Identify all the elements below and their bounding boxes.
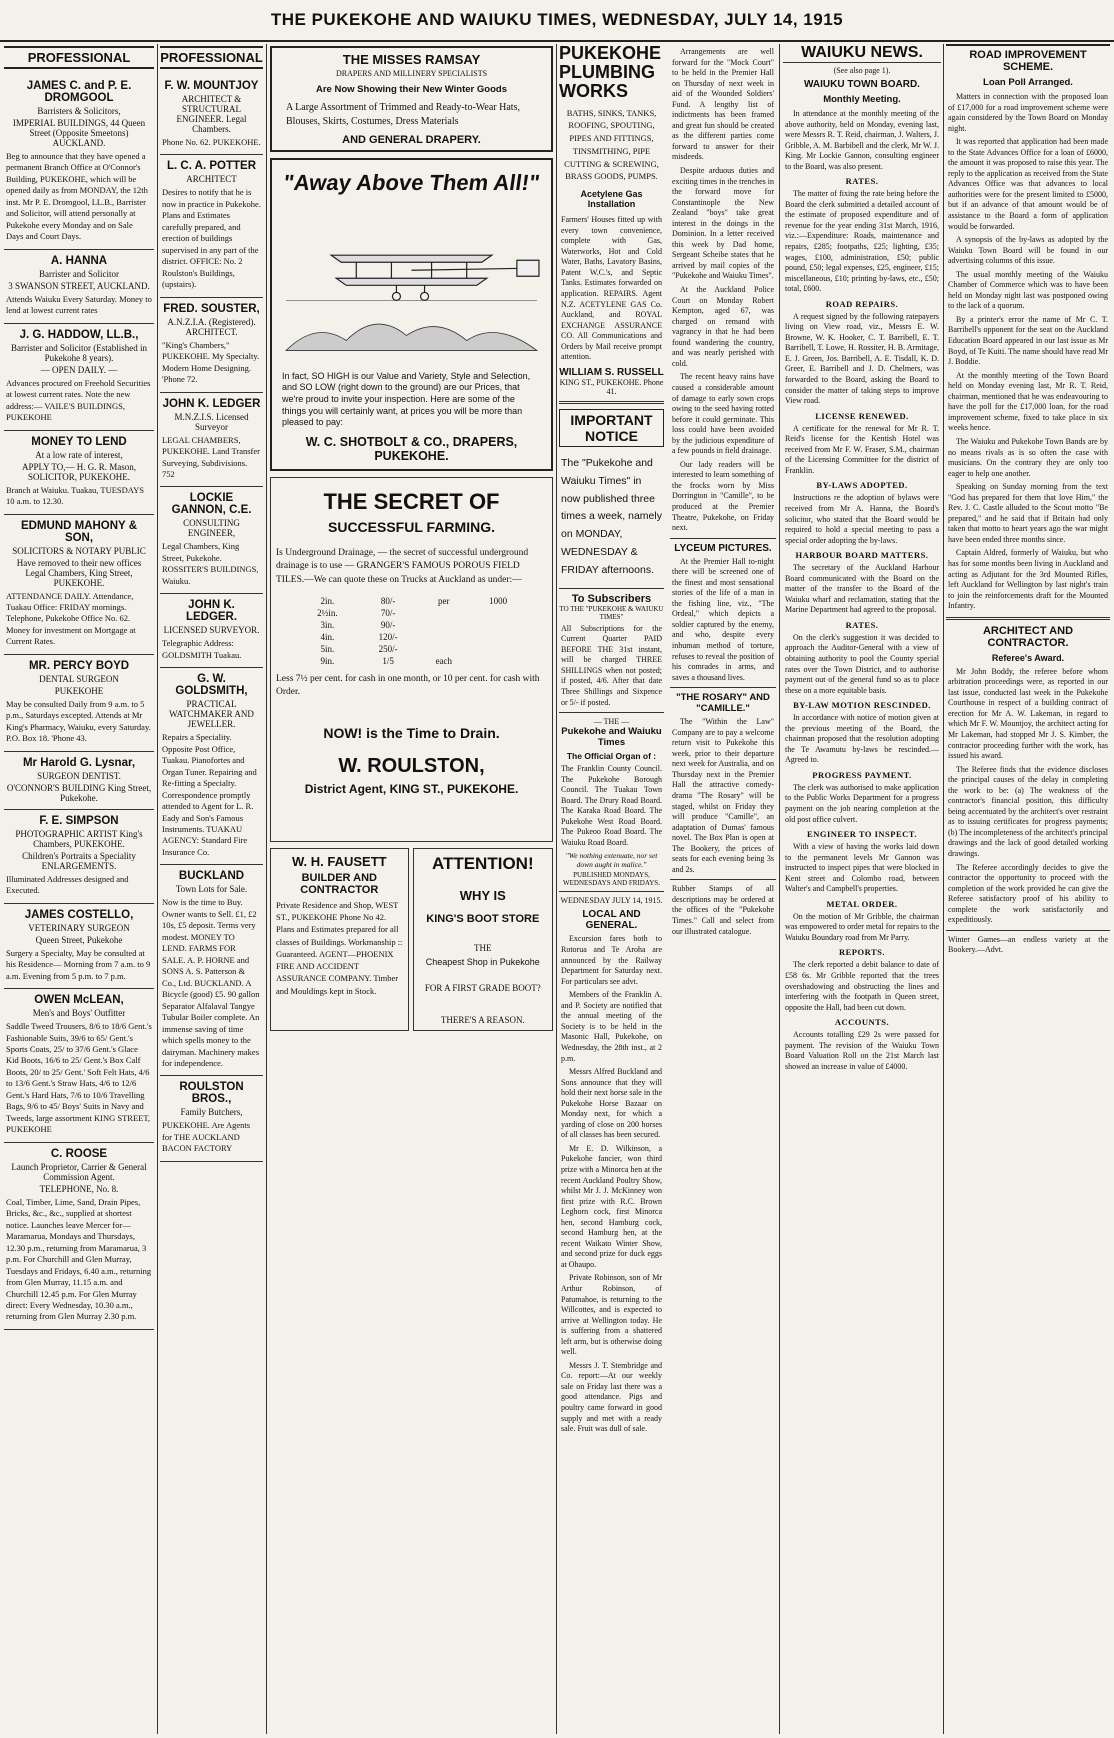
fausett-name: W. H. FAUSETT: [291, 853, 387, 869]
arch-title: ARCHITECT AND CONTRACTOR.: [982, 624, 1074, 649]
card-title: CONSULTING ENGINEER,: [183, 518, 240, 539]
winter-games-note: Winter Games—an endless variety at the Bookery.—Advt.: [948, 934, 1108, 955]
tile-price-cell: 3in.: [320, 619, 335, 630]
kings-boot-store-ad: [413, 848, 553, 1031]
section-header: PROFESSIONAL: [4, 46, 154, 69]
professional-card: [160, 75, 263, 155]
rosary-header: "THE ROSARY" AND "CAMILLE.": [676, 692, 770, 715]
card-address: Have removed to their new offices Legal Chambers, King Street, PUKEKOHE.: [16, 557, 142, 588]
card-title: SOLICITORS & NOTARY PUBLIC: [12, 545, 146, 556]
card-body: Saddle Tweed Trousers, 8/6 to 18/6 Gent.'s Fashionable Suits, 39/6 to 65/ Gent.'s Sports Coats, 25/ to 37/6 Gent.'s Glace Kid Boots, 16/6 to 25/ Gent.'s Box Calf Boots, 20/ to 25/ Gent.' Soft Felt Hats, 4/6 to 13/6 Gent.'s Straw Hats, 4/6 to 12/6 Gent.'s Hard Hats, 7/6 to 10/6 Travelling Bags, 9/6 to 45/ Boys' Suits in Navy and Tweeds, large assortment KING STREET, PUKEKOHE: [6, 1021, 152, 1135]
lyceum-body: At the Premier Hall to-night there will be screened one of the finest and most sensational stories of the life of a man in the fishing line, viz., "The Ordeal," which depicts a soldier captured by the enemy, and who, despite every inhuman method of torture, refuses to reveal the position of his comrades in arms, and saves a thousand lives.: [672, 556, 774, 682]
professional-card: [160, 393, 263, 488]
local-item: Messrs Alfred Buckland and Sons announce that they will hold their next horse sale in the Pukekohe Horse Bazaar on Monday next, for which a yarding of close on 200 horses of all classes has been secured.: [561, 1067, 662, 1140]
card-title: Launch Proprietor, Carrier & General Commission Agent.: [11, 1161, 147, 1182]
column-plumbing-and-local: [559, 44, 776, 1734]
plumbing-owner: WILLIAM S. RUSSELL: [559, 366, 664, 378]
card-title: A.N.Z.I.A. (Registered). ARCHITECT.: [167, 316, 256, 337]
waiuku-section-header: RATES.: [845, 619, 879, 630]
card-name: C. ROOSE: [50, 1147, 108, 1160]
news-item: The recent heavy rains have caused a considerable amount of damage to early sown crops owing to the seed having rotted before it could germinate. This loss could have been avoided by the judicious expenditure of a few pounds in field drainage.: [672, 372, 774, 456]
card-name: F. W. MOUNTJOY: [164, 80, 259, 92]
card-address: APPLY TO,— H. G. R. Mason, SOLICITOR, PUKEKOHE.: [22, 461, 136, 482]
card-title: ARCHITECT & STRUCTURAL ENGINEER. Legal Chambers.: [176, 94, 247, 134]
column-waiuku-news: [783, 44, 941, 1734]
plumbing-acetylene: Acetylene Gas Installation: [580, 189, 643, 210]
organ-official: The Official Organ of :: [566, 751, 657, 762]
shotbolt-body: In fact, SO HIGH is our Value and Variety, Style and Selection, and SO LOW (right down to the ground) are our Prices, that we're proud to invite your inspection. Here are some of the things you will certainly want, at prices you will be more than pleased to pay:: [282, 370, 531, 428]
divider: [670, 687, 776, 688]
card-body: Phone No. 62. PUKEKOHE.: [162, 137, 261, 147]
road-paragraph: Matters in connection with the proposed loan of £17,000 for a road improvement scheme were again considered by the Town Board on Monday night.: [948, 92, 1108, 133]
professional-card: [160, 865, 263, 1076]
local-general-items: [559, 934, 664, 1434]
column-rule: [266, 44, 267, 1734]
waiuku-section-header: ACCOUNTS.: [834, 1017, 890, 1028]
waiuku-section-text: Accounts totalling £29 2s were passed for payment. The revision of the Waiuku Town Board Valuation Roll on the 21st March last showed an increase in value of £4000.: [785, 1030, 939, 1071]
organ-list: The Franklin County Council. The Pukekohe Borough Council. The Tuakau Town Board. The Drury Road Board. The Karaka Road Board. The Pukekohe West Road Board. The Pukeoo Road Board. The Waiuku Road Board.: [561, 764, 662, 847]
card-body: Telegraphic Address: GOLDSMITH Tuakau.: [162, 638, 242, 660]
card-name: Mr Harold G. Lysnar,: [22, 756, 136, 769]
waiuku-sections: [783, 176, 941, 1072]
tile-price-row: [296, 655, 526, 667]
tile-price-row: [296, 595, 526, 607]
waiuku-section-text: The clerk reported a debit balance to date of £58 6s. Mr Gribble reported that the trees overshadowing and obstructing the lines and interfering with the footpath in Queen street, opposite the Hall, had been cut down.: [785, 960, 939, 1012]
card-body: Coal, Timber, Lime, Sand, Drain Pipes, Bricks, &c., &c., supplied at shortest notice. Launches leave Mercer for—Maramarua, Mondays and Thursdays, 12.30 p.m., returning from Maramarua, 3 p.m. For Churchill and Glen Murray, Tuesdays and Fridays, 6.40 a.m., returning from Glen Murray, 11.15 a.m. and Churchill 12.45 p.m. For Glen Murray direct: Every Wednesday, 10.30 a.m., returning from Glen Murray 2.30 p.m.: [6, 1196, 152, 1322]
card-name: ROULSTON BROS.,: [179, 1081, 244, 1106]
tile-price-cell: per: [438, 595, 450, 606]
masthead-title: THE PUKEKOHE AND WAIUKU TIMES, WEDNESDAY, JULY 14, 1915: [270, 10, 844, 29]
waiuku-section-text: A certificate for the renewal for Mr R. T. Reid's license for the Kentish Hotel was received from Mr F. W. Fraser, S.M., chairman of the Licensing Committee for the district of Franklin.: [785, 423, 939, 475]
card-title: LICENSED SURVEYOR.: [163, 625, 260, 636]
divider: [559, 891, 664, 892]
tile-price-cell: [470, 619, 526, 631]
rosary-body: The "Within the Law" Company are to pay a welcome return visit to Pukekohe this week, prior to their departure next week for Australia, and on Thursday next in the Premier Hall the attractive comedy-drama "The Rosary" will be staged, whilst on Friday they will produce "Camille", an adaptation of Dumas' famous novel. The Box Plan is open at The Bookery, the prices of seats for each evening being 3s and 2s.: [672, 717, 774, 874]
waiuku-section-header: RATES.: [845, 176, 879, 187]
column-professional-1: [4, 44, 154, 1734]
professional-card: [4, 810, 154, 904]
tile-price-cell: 4in.: [320, 631, 335, 642]
card-title: DENTAL SURGEON: [39, 673, 119, 684]
waiuku-section-header: REPORTS.: [839, 947, 885, 958]
professional-card: [4, 989, 154, 1143]
plumbing-name: PUKEKOHE PLUMBING WORKS: [559, 44, 662, 101]
waiuku-section-text: Instructions re the adoption of bylaws were received from Mr A. Hanna, the Board's solicitor, who stated that the Board would be required to hold a special meeting to pass a special order adopting the by-laws.: [785, 493, 939, 545]
attention-reason: THERE'S A REASON.: [440, 1014, 525, 1025]
attention-cheap: Cheapest Shop in Pukekohe: [425, 956, 540, 967]
card-body: Legal Chambers, King Street, Pukekohe. ROSSITER'S BUILDINGS, Waiuku.: [162, 541, 259, 586]
road-paragraphs: [946, 92, 1110, 612]
tile-price-cell: 2in.: [320, 595, 335, 606]
card-body: Attends Waiuku Every Saturday. Money to lend at lowest current rates: [6, 293, 152, 316]
secret-now: NOW! is the Time to Drain.: [323, 724, 500, 741]
local-item: Mr E. D. Wilkinson, a Pukekohe fancier, won third prize with a Minorca hen at the recent Auckland Poultry Show, whilst Mr J. J. McKinney won first prize with R.C. Brown Leghorn cock, first Minorca hen, second Hamburg cock, second Hamburg hen, at the recent Waikato Winter Show, and second prize for duck eggs at Ohaupo.: [561, 1143, 662, 1269]
column-rule: [943, 44, 944, 1734]
important-notice-title: IMPORTANT NOTICE: [559, 409, 664, 447]
waiuku-board: WAIUKU TOWN BOARD.: [804, 79, 920, 90]
divider: [946, 617, 1110, 620]
tile-price-cell: 250/-: [378, 643, 398, 654]
card-address: — OPEN DAILY. —: [40, 364, 118, 375]
subscribers-title: To Subscribers: [571, 592, 652, 605]
card-name: L. C. A. POTTER: [166, 160, 257, 173]
waiuku-section-header: BY-LAW MOTION RESCINDED.: [793, 700, 931, 711]
professional-card: [4, 431, 154, 515]
ramsay-ad: [270, 46, 553, 152]
card-body: Branch at Waiuku. Tuakau, TUESDAYS 10 a.m. to 12.30.: [6, 484, 144, 507]
professional-card: [4, 904, 154, 989]
waiuku-section-header: ENGINEER TO INSPECT.: [807, 829, 917, 840]
waiuku-section-text: On the motion of Mr Gribble, the chairman was empowered to order metal for repairs to the Waiuku Boundary road from Mr Parry.: [785, 911, 939, 942]
waiuku-section-header: BY-LAWS ADOPTED.: [816, 480, 908, 491]
waiuku-see-also: (See also page 1).: [833, 66, 891, 75]
waiuku-section-text: In accordance with notice of motion given at the previous meeting of the Board, the chairman proposed that the resolution adopting the Te Awamutu by-laws be rescinded.—Agreed to.: [785, 713, 939, 765]
card-body: "King's Chambers," PUKEKOHE. My Specialty. Modern Home Designing. 'Phone 72.: [162, 339, 260, 385]
tile-price-cell: [470, 643, 526, 655]
local-item: Private Robinson, son of Mr Arthur Robinson, of Patumahoe, is returning to the Willcottes, and is expected to arrive at Wellington today. He is suffering from a shattered left arm, but is otherwise doing well.: [561, 1273, 662, 1357]
lyceum-header: LYCEUM PICTURES.: [674, 542, 772, 554]
card-body: Surgery a Specialty, May be consulted at his Residence— Morning from 7 a.m. to 9 a.m. Evening from 5 p.m. to 7 p.m.: [6, 947, 151, 981]
professional-card: [160, 668, 263, 865]
card-name: OWEN McLEAN,: [34, 994, 124, 1007]
local-item: Messrs J. T. Stembridge and Co. report:—At our weekly sale on Friday last there was a good attendance. Pigs and poultry came forward in good supply and met with a ready sale. Fruit was dull of sale.: [561, 1360, 662, 1434]
tile-price-row: [296, 607, 526, 619]
card-title: VETERINARY SURGEON: [28, 922, 130, 933]
local-item: Excursion fares both to Rotorua and Te Aroha are announced by the Railway Department for Saturday next. For particulars see advt.: [561, 934, 662, 986]
news-item: Despite arduous duties and exciting times in the trenches in the forward move for Constantinople the New Zealand "boys" take great interest in the doings in the Dominion. In a letter received this week by Dad home, Sergeant Scheibe states that he arrived by mail copies of the "Pukekohe and Waiuku Times".: [672, 166, 774, 281]
card-title: ARCHITECT: [186, 174, 237, 185]
arch-paragraphs: [946, 667, 1110, 926]
professional-card: [4, 655, 154, 752]
tile-price-cell: [470, 631, 526, 643]
secret-body: Is Underground Drainage, — the secret of successful underground drainage is to use — GRANGER'S FAMOUS POROUS FIELD TILES.—We can quote these on Trucks at Auckland as under:—: [276, 548, 529, 585]
arch-paragraph: The Referee finds that the evidence discloses the principal causes of the delay in completing the work to be: (a) The weakness of the contractor's financial position, this difficulty being accentuated by the architect's over restraint as to issuing certificates for progress payments; (b) The incompleteness of the architect's principal drawings and the lack of good detailed working drawings.: [948, 764, 1108, 858]
secret-of-farming-ad: [270, 477, 553, 842]
card-address: TELEPHONE, No. 8.: [39, 1183, 119, 1194]
card-title: PHOTOGRAPHIC ARTIST King's Chambers, PUKEKOHE.: [15, 828, 143, 849]
professional-card: [4, 515, 154, 655]
card-body: PUKEKOHE. Are Agents for THE AUCKLAND BACON FACTORY: [162, 1120, 251, 1154]
tile-price-cell: [418, 643, 470, 655]
tile-price-table: [296, 595, 526, 667]
divider: [559, 401, 664, 404]
road-title: ROAD IMPROVEMENT SCHEME.: [946, 44, 1110, 73]
card-title: Barristers & Solicitors,: [37, 106, 121, 116]
tile-price-cell: 9in.: [320, 655, 335, 666]
divider: [670, 538, 776, 539]
masthead: [0, 0, 1114, 42]
card-name: JAMES C. and P. E. DROMGOOL: [26, 80, 132, 104]
section-header: PROFESSIONAL: [160, 46, 263, 69]
card-name: JOHN K. LEDGER: [162, 397, 261, 410]
card-body: Illuminated Addresses designed and Executed.: [6, 873, 129, 896]
card-title: Men's and Boys' Outfitter: [32, 1008, 126, 1019]
organ-motto: "We nothing extenuate, nor set down aught in malice.": [565, 851, 658, 870]
waiuku-section-header: PROGRESS PAYMENT.: [812, 769, 912, 780]
news-item: Our lady readers will be interested to learn something of the frocks worn by Miss Dorrington in "Camille", to be produced at the Premier Theatre, Pukekohe, on Friday next.: [672, 459, 774, 533]
waiuku-section-header: HARBOUR BOARD MATTERS.: [795, 550, 929, 561]
professional-card: [160, 487, 263, 594]
shotbolt-name: W. C. SHOTBOLT & CO., DRAPERS, PUKEKOHE.: [305, 435, 518, 464]
tile-price-cell: 5in.: [320, 643, 335, 654]
divider: [559, 712, 664, 713]
card-body: ATTENDANCE DAILY. Attendance, Tuakau Office: FRIDAY mornings. Telephone, Pukekohe Office No. 62. Money for investment on Mortgage at Current Rates.: [6, 590, 136, 647]
card-address: Queen Street, Pukekohe: [35, 934, 123, 945]
tile-price-cell: 70/-: [380, 607, 396, 618]
card-list: [4, 75, 154, 1330]
tile-price-cell: [418, 631, 470, 643]
divider: [559, 588, 664, 589]
tile-price-cell: 120/-: [378, 631, 398, 642]
secret-terms: Less 7½ per cent. for cash in one month, or 10 per cent. for cash with Order.: [276, 673, 540, 697]
fausett-body: Private Residence and Shop, WEST ST., PUKEKOHE Phone No 42. Plans and Estimates prepared for all classes of Buildings. Workmanship :: Guaranteed. AGENT—PHOENIX FIRE AND ACCIDENT ASSURANCE COMPANY. Timber and Mouldings kept in Stock.: [276, 899, 403, 996]
card-title: Family Butchers,: [180, 1107, 243, 1118]
card-name: JAMES COSTELLO,: [24, 908, 134, 921]
ramsay-notice: Are Now Showing their New Winter Goods: [316, 84, 507, 95]
important-notice-body: The "Pukekohe and Waiuku Times" in now published three times a week, namely on MONDAY, WEDNESDAY & FRIDAY afternoons.: [561, 456, 662, 576]
waiuku-section-header: LICENSE RENEWED.: [815, 410, 909, 421]
card-address: IMPERIAL BUILDINGS, 44 Queen Street (Opposite Smeetons) AUCKLAND.: [12, 118, 146, 148]
professional-card: [4, 752, 154, 810]
card-name: BUCKLAND: [178, 870, 245, 883]
column-4-split: [559, 44, 776, 1438]
card-name: F. E. SIMPSON: [39, 814, 119, 827]
road-paragraph: By a printer's error the name of Mr C. T. Barribell's opponent for the seat on the Auckland Education Board appeared in our last issue as Mr Boyd, of Te Kuiti. The name should have read Mr J. Boddie.: [948, 314, 1108, 367]
road-paragraph: Captain Aldred, formerly of Waiuku, but who has for some months been living in Auckland and acting as Adjutant for the 3rd Mounted Rifles, left Auckland for Wellington by last night's train to join the reinforcements draft for the Mounted Infantry.: [948, 548, 1108, 611]
card-address: O'CONNOR'S BUILDING King Street, Pukekohe.: [6, 782, 152, 803]
road-paragraph: A synopsis of the by-laws as adopted by the Waiuku Town Board will be found in our advertising columns of this issue.: [948, 235, 1108, 266]
professional-card: [160, 155, 263, 297]
card-name: FRED. SOUSTER,: [163, 302, 260, 315]
attention-store: KING'S BOOT STORE: [426, 912, 540, 925]
attention-the: THE: [474, 942, 492, 953]
arch-paragraph: The Referee accordingly decides to give the contractor the opportunity to proceed with the completion of the work provided he can give the Referee satisfactory proof of his ability to complete the work satisfactorily and expeditiously.: [948, 862, 1108, 925]
organ-published: PUBLISHED MONDAYS, WEDNESDAYS AND FRIDAYS.: [563, 871, 660, 888]
card-name: J. G. HADDOW, LL.B.,: [19, 328, 139, 341]
news-subcolumn: [670, 44, 776, 1438]
card-address: PUKEKOHE: [54, 685, 104, 696]
card-title: At a low rate of interest,: [35, 449, 123, 460]
shotbolt-ad: [270, 158, 553, 471]
attention-why: WHY IS: [459, 887, 506, 903]
card-body: May be consulted Daily from 9 a.m. to 5 p.m., Saturdays excepted. Attends at Mr King's Pharmacy, Waiuku, every Saturday. P.O. Box 18. 'Phone 43.: [6, 698, 151, 744]
secret-title: THE SECRET OF: [323, 489, 500, 515]
card-title: PRACTICAL WATCHMAKER AND JEWELLER.: [169, 699, 254, 730]
road-paragraph: At the monthly meeting of the Town Board held on Monday evening last, Mr R. T. Reid, chairman, mentioned that he was endeavouring to have the poll for the £17,000 loan, for the road improvement scheme, fixed to take place in six weeks hence.: [948, 370, 1108, 433]
arch-sub: Referee's Award.: [991, 652, 1065, 663]
shotbolt-slogan: "Away Above Them All!": [281, 170, 542, 195]
card-body: Repairs a Speciality. Opposite Post Office, Tuakau. Pianofortes and Organ Tuner. Repairing and Re-fitting a Specialty. Correspondence promptly attended to Agent for L. R. Eady and Son's Famous Instruments. TUAKAU AGENCY: Standard Fire Insurance Co.: [162, 732, 257, 857]
waiuku-section-text: On the clerk's suggestion it was decided to approach the Auditor-General with a view of obtaining authority to pool the County special rates over the Town District, and to authorise payment out of the general fund so as to place these on a more equitable basis.: [785, 632, 939, 695]
column-rule: [779, 44, 780, 1734]
road-paragraph: It was reported that application had been made to the State Advances Office for a loan of £6000, the amount it was proposed to raise this year. The reply to the application as received from the State Advances Office was that advances to local authorities were for the present limited to £5000, but if an advance of that amount would be of assistance to the Board a form of application would be forwarded.: [948, 137, 1108, 231]
waiuku-section-text: A request signed by the following ratepayers living on View road, viz., Messrs E. W. Browne, W. K. Hooker, C. T. Barribell, E. T. Barribell, T. Lowe, H. Rossiter, H. B. Armitage, E. J. Green, Jos. Barribell, A. E. Tisdall, K. D. Greer, E. Barribell and J. D. Chelmers, was forwarded to the Board, asking the Board to consider the matter of taking steps to improve View road.: [785, 311, 939, 406]
tile-price-cell: 90/-: [380, 619, 396, 630]
news-item: At the Auckland Police Court on Monday Robert Kempton, aged 67, was charged on remand with vagrancy in that he had been found wandering the country, and was nearly perished with cold.: [672, 285, 774, 368]
rubber-stamps-note: Rubber Stamps of all descriptions may be ordered at the offices of the "Pukekohe Times." Call and select from our illustrated catalogue.: [672, 884, 774, 936]
professional-card: [160, 298, 263, 393]
tile-price-cell: 1000: [489, 595, 508, 606]
professional-card: [4, 324, 154, 431]
waiuku-section-text: The matter of fixing the rate being before the Board the clerk submitted a detailed account of the estimate of proposed expenditure and of revenue for the year ending 31st March, 1916, viz.:—Expenditure: Roads, maintenance and repairs, £285; footpaths, £25; lighting, £35; wages, £100, administration, £50; public pound, £50; legal expenses, £25, engineer, £15; miscellaneous, £10; printing by-laws, etc., £50; total, £600.: [785, 189, 939, 294]
column-rule: [556, 44, 557, 1734]
bottom-ads-row: [270, 848, 553, 1031]
card-title: Barrister and Solicitor (Established in Pukekohe 8 years).: [11, 342, 147, 363]
professional-card: [4, 250, 154, 324]
dateline: WEDNESDAY JULY 14, 1915.: [560, 896, 663, 906]
card-name: JOHN K. LEDGER.: [185, 599, 238, 624]
card-name: LOCKIE GANNON, C.E.: [171, 492, 252, 517]
card-body: LEGAL CHAMBERS, PUKEKOHE. Land Transfer Surveying, Subdivisions. 752: [162, 434, 260, 479]
card-title: Town Lots for Sale.: [175, 884, 248, 895]
professional-card: [160, 594, 263, 668]
waiuku-meeting: Monthly Meeting.: [823, 94, 901, 105]
fausett-sub: BUILDER AND CONTRACTOR: [300, 871, 379, 896]
card-name: G. W. GOLDSMITH,: [175, 673, 248, 698]
waiuku-section-header: METAL ORDER.: [826, 898, 898, 909]
card-body: Desires to notify that he is now in practice in Pukekohe. Plans and Estimates carefully prepared, and erection of buildings supervised in any part of the district. OFFICE: No. 2 Roulston's Buildings, (upstairs).: [162, 187, 261, 290]
secret-agent: W. ROULSTON,: [338, 754, 485, 777]
local-item: Members of the Franklin A. and P. Society are notified that the annual meeting of the Society is to be held in the Masonic Hall, Pukekohe, on Wednesday, the 28th inst., at 2 p.m.: [561, 990, 662, 1063]
professional-card: [4, 1143, 154, 1330]
plumbing-body: Farmers' Houses fitted up with every town convenience, complete with Gas, Waterworks, Hot and Cold Water, Baths, Lavatory Basins, Patent W.C.'s, and Septic Tanks. Estimates forwarded on application. REPAIRS. Agent N.Z. ACETYLENE GAS Co. Auckland, and ROYAL EXCHANGE ASSURANCE CO. All Communications and Orders by Mail receive prompt attention.: [561, 215, 662, 362]
professional-card: [160, 1076, 263, 1161]
card-name: MONEY TO LEND: [31, 435, 127, 448]
card-body: Advances procured on Freehold Securities at lowest current rates. Note the new address:— VAILE'S BUILDINGS, PUKEKOHE: [6, 377, 151, 423]
secret-agent-sub: District Agent, KING ST., PUKEKOHE.: [304, 781, 519, 796]
tile-price-cell: [470, 655, 526, 667]
tile-price-row: [296, 643, 526, 655]
card-address: Children's Portraits a Speciality ENLARGEMENTS.: [22, 850, 136, 871]
waiuku-section-text: The secretary of the Auckland Harbour Board communicated with the Board on the matter of the transfer to the Board of the Waiuku wharf and reclamation, stating that the Marine Department had agreed to the proposal.: [785, 563, 939, 615]
secret-subtitle: SUCCESSFUL FARMING.: [328, 519, 495, 536]
card-title: SURGEON DENTIST.: [37, 770, 121, 781]
organ-the: — THE —: [593, 717, 630, 727]
arrangements-items: [670, 47, 776, 534]
fausett-ad: [270, 848, 409, 1031]
waiuku-news-title: WAIUKU NEWS.: [783, 44, 941, 63]
card-body: Now is the time to Buy. Owner wants to Sell. £1, £2 10s, £5 deposit. Terms very modest. MONEY TO LEND. FARMS FOR SALE. A. P. HORNE and SONS A. S. Patterson & Co., Ltd. BUCKLAND. A Bicycle (good) £5. 90 gallon Separator Alfalaval Tangye Tubular Boiler complete. An immense saving of time which spells money to the dairyman. Machinery makes for independence.: [162, 897, 260, 1068]
organ-title: Pukekohe and Waiuku Times: [561, 726, 662, 749]
waiuku-section-text: The clerk was authorised to make application to the Public Works Department for a progress payment on the job nearing completion at the old post office culvert.: [785, 782, 939, 824]
card-address: 3 SWANSON STREET, AUCKLAND.: [8, 280, 150, 291]
road-paragraph: The Waiuku and Pukekohe Town Bands are by no means rivals as is so often the case with musicians. On the contrary they are only too eager to help one another.: [948, 436, 1108, 478]
ramsay-name: THE MISSES RAMSAY: [342, 52, 481, 67]
column-display-ads: [270, 44, 553, 1734]
tile-price-cell: 1/5: [382, 655, 394, 666]
tile-price-cell: [470, 607, 526, 619]
subscribers-sub: TO THE "PUKEKOHE & WAIUKU TIMES": [559, 604, 664, 621]
road-paragraph: The usual monthly meeting of the Waiuku Chamber of Commerce which was to have been held on Monday night last was postponed owing to the lack of a quorum.: [948, 269, 1108, 311]
tile-price-cell: each: [435, 655, 453, 666]
attention-first: FOR A FIRST GRADE BOOT?: [424, 982, 541, 993]
plumbing-subcolumn: [559, 44, 664, 1438]
waiuku-intro: In attendance at the monthly meeting of the above authority, held on Monday, evening last, were Messrs R. T. Reid, chairman, J. Walters, J. Gribble, A. M. Barbibell and the clerk, Mr W. J. King. Mr Lockie Gannon, consulting engineer to the Board, was also present.: [785, 109, 939, 171]
ramsay-tail: AND GENERAL DRAPERY.: [342, 134, 481, 146]
tile-price-row: [296, 619, 526, 631]
tile-price-cell: [418, 619, 470, 631]
column-road-improvement: [946, 44, 1110, 1734]
tile-price-cell: [418, 607, 470, 619]
attention-title: ATTENTION!: [431, 853, 534, 873]
card-title: Barrister and Solicitor: [39, 268, 119, 279]
road-paragraph: Speaking on Sunday morning from the text "God has prepared for them that love Him," the Rev. J. C. Castle alluded to the Scout motto "Be prepared," and he said that if Britain had only taken that motto to heart years ago the war might have been ended three months since.: [948, 482, 1108, 544]
column-rule: [157, 44, 158, 1734]
divider: [946, 930, 1110, 931]
news-item: Arrangements are well forward for the "Mock Court" to be held in the Premier Hall on Thursday of next week in aid of the Wounded Soldiers' Fund. A lengthy list of indictments has been framed and great fun should be created as the different parties come forward to answer for their misdeeds.: [672, 47, 774, 162]
column-professional-2: [160, 44, 263, 1734]
card-title: M.N.Z.I.S. Licensed Surveyor: [174, 411, 249, 432]
road-sub: Loan Poll Arranged.: [983, 77, 1073, 88]
card-name: A. HANNA: [50, 254, 108, 267]
tile-price-cell: 80/-: [380, 595, 396, 606]
professional-card: [4, 75, 154, 250]
tile-price-row: [296, 631, 526, 643]
card-body: Beg to announce that they have opened a permanent Branch Office at O'Connor's Building, PUKEKOHE, which will be opened daily as from MONDAY, the 12th inst. Mr P. E. Dromgool, LL.B., Barrister and Solicitor, will attend personally at Pukekohe every Monday and on Sale Days and Court Days.: [6, 151, 148, 242]
ramsay-body: A Large Assortment of Trimmed and Ready-to-Wear Hats, Blouses, Skirts, Costumes, Dress Materials: [286, 102, 520, 127]
plumbing-owner-address: KING ST., PUKEKOHE. Phone 41.: [559, 377, 664, 396]
card-list: [160, 75, 263, 1162]
waiuku-section-text: With a view of having the works laid down to the permanent levels Mr Gannon was instructed to inspect pipes that were blocked in Kent street and Colombo road, between Walter's and Campbell's properties.: [785, 842, 939, 894]
arch-paragraph: Mr John Boddy, the referee before whom arbitration proceedings were, as reported in our last issue, conducted last week in the Pukekohe Courthouse in respect of a building contract of erection for Mr A. W. Lakeman, in regard to which Mr F. W. Mountjoy, the architect acting for Mr Lakeman, had stopped Mr J. S. Kimber, the contractor proceeding further with the work, has issued his award.: [948, 666, 1108, 761]
divider: [670, 879, 776, 880]
tile-price-cell: 2½in.: [317, 607, 338, 618]
card-name: MR. PERCY BOYD: [28, 659, 130, 672]
biplane-illustration: [276, 200, 547, 371]
card-name: EDMUND MAHONY & SON,: [20, 519, 138, 544]
plumbing-list: BATHS, SINKS, TANKS, ROOFING, SPOUTING, PIPES AND FITTINGS, TINSMITHING, PIPE CUTTING & SCREWING, BRASS GOODS, PUMPS.: [564, 107, 659, 182]
subscribers-body: All Subscriptions for the Current Quarter PAID BEFORE THE 31st instant, will be charged THREE SHILLINGS when not posted; if posted, 4/6. After that date Three Shillings and Sixpence or 5/- if posted.: [561, 623, 662, 707]
ramsay-sub: DRAPERS AND MILLINERY SPECIALISTS: [335, 69, 488, 78]
local-general-header: LOCAL AND GENERAL.: [582, 909, 641, 932]
waiuku-section-header: ROAD REPAIRS.: [825, 298, 899, 309]
